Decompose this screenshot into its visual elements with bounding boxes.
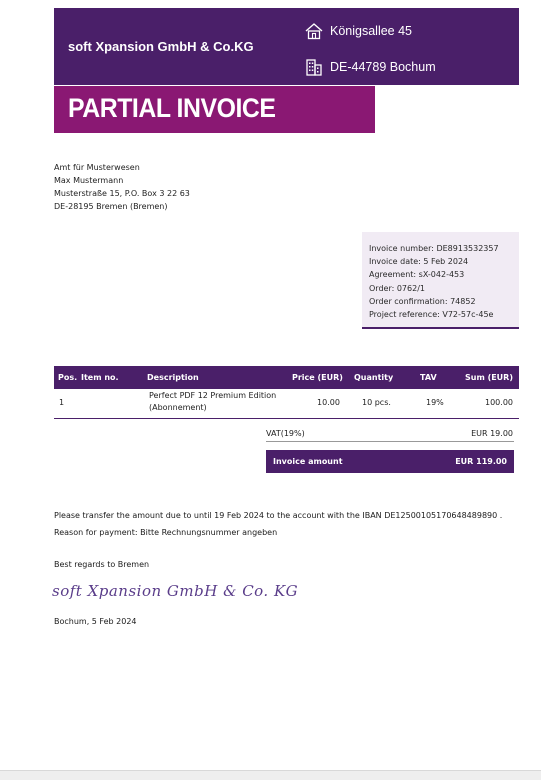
invoice-number: Invoice number: DE8913532357 xyxy=(369,244,499,253)
total-label: Invoice amount xyxy=(273,457,343,466)
company-name: soft Xpansion GmbH & Co.KG xyxy=(68,39,254,54)
row-description-sub: (Abonnement) xyxy=(149,403,207,412)
row-quantity: 10 pcs. xyxy=(362,398,391,407)
payment-reason: Reason for payment: Bitte Rechnungsnummer angeben xyxy=(54,528,278,537)
recipient-address xyxy=(54,161,190,213)
title-band xyxy=(54,86,375,133)
city-text: DE-44789 Bochum xyxy=(330,60,436,74)
vat-row xyxy=(266,425,514,442)
header-tav: TAV xyxy=(420,373,437,382)
header-bar xyxy=(54,8,519,85)
recipient-line: Musterstraße 15, P.O. Box 3 22 63 xyxy=(54,189,190,198)
project-reference: Project reference: V72-57c-45e xyxy=(369,310,494,320)
place-date: Bochum, 5 Feb 2024 xyxy=(54,617,137,626)
document-title: PARTIAL INVOICE xyxy=(68,93,276,123)
header-description: Description xyxy=(147,373,199,382)
row-description: Perfect PDF 12 Premium Edition xyxy=(149,391,277,400)
invoice-date: Invoice date: 5 Feb 2024 xyxy=(369,257,469,267)
house-icon xyxy=(304,22,324,40)
header-pos: Pos. xyxy=(58,373,78,382)
signature: soft Xpansion GmbH & Co. KG xyxy=(52,582,299,600)
row-pos: 1 xyxy=(59,398,65,407)
recipient-line: Max Mustermann xyxy=(54,176,124,185)
total-value: EUR 119.00 xyxy=(455,457,507,466)
total-row xyxy=(266,450,514,473)
vat-label: VAT(19%) xyxy=(266,429,305,438)
payment-instructions: Please transfer the amount due to until 19 Feb 2024 to the account with the IBAN DE12500105170648489890 . xyxy=(54,511,503,520)
row-price: 10.00 xyxy=(317,398,340,407)
street-address xyxy=(304,22,412,40)
closing-regards: Best regards to Bremen xyxy=(54,560,150,569)
header-item-no: Item no. xyxy=(81,373,119,382)
row-sum: 100.00 xyxy=(485,398,513,407)
header-sum: Sum (EUR) xyxy=(464,373,513,382)
table-header xyxy=(54,366,519,389)
header-quantity: Quantity xyxy=(354,373,394,382)
city-address xyxy=(304,58,436,76)
recipient-line: DE-28195 Bremen (Bremen) xyxy=(54,202,168,211)
street-text: Königsallee 45 xyxy=(330,24,413,38)
table-row xyxy=(54,389,519,419)
order-confirmation: Order confirmation: 74852 xyxy=(369,296,476,306)
building-icon xyxy=(304,58,324,76)
vat-value: EUR 19.00 xyxy=(471,429,513,438)
header-price: Price (EUR) xyxy=(292,373,343,382)
recipient-line: Amt für Musterwesen xyxy=(54,163,140,172)
agreement: Agreement: sX-042-453 xyxy=(369,270,465,280)
invoice-info-box xyxy=(362,232,519,329)
row-tav: 19% xyxy=(426,398,444,407)
order: Order: 0762/1 xyxy=(369,283,425,293)
